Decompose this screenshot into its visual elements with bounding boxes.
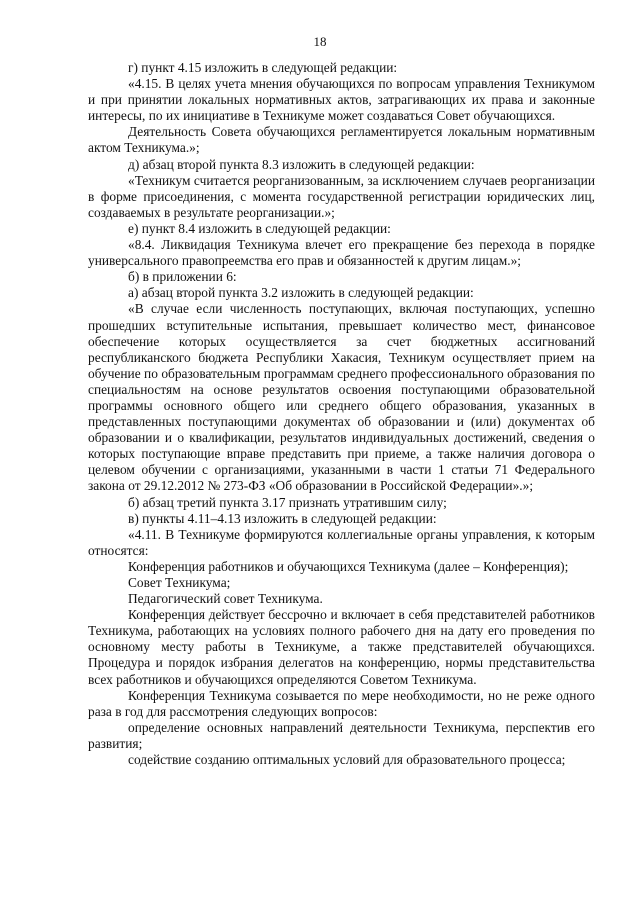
paragraph: а) абзац второй пункта 3.2 изложить в следующей редакции: (128, 285, 474, 301)
paragraph: в) пункты 4.11–4.13 изложить в следующей редакции: (128, 510, 437, 526)
paragraph: «Техникум считается реорганизованным, за исключением случаев реорганизации в форме присоединения, с момента государственной регистрации юридических лиц, создаваемых в результате реорганизации.»; (88, 172, 595, 220)
paragraph: Конференция работников и обучающихся Техникума (далее – Конференция); (128, 558, 569, 574)
paragraph: Совет Техникума; (128, 575, 231, 590)
paragraph: «8.4. Ликвидация Техникума влечет его прекращение без перехода в порядке универсального правопреемства его прав и обязанностей к другим лицам.»; (88, 237, 595, 269)
document-body (88, 60, 595, 768)
paragraph: «В случае если численность поступающих, включая поступающих, успешно прошедших вступительные испытания, превышает количество мест, финансовое обеспечение которых осуществляется за счет бюджетных ассигнований республиканского бюджета Республики Хакасия, Техникум осуществляет прием на обучение по образовательным программам среднего профессионального образования по специальностям на основе результатов освоения поступающими образовательной программы основного общего или среднего общего образования, указанных в представленных поступающими документах об образовании и (или) документах об образовании и о квалификации, результатов индивидуальных достижений, сведения о которых поступающие вправе представить при приеме, а также наличия договора о целевом обучении с организациями, указанными в части 1 статьи 71 Федерального закона от 29.12.2012 № 273-ФЗ «Об образовании в Российской Федерации».»; (88, 301, 595, 494)
paragraph: г) пункт 4.15 изложить в следующей редакции: (128, 60, 398, 75)
paragraph: Деятельность Совета обучающихся регламентируется локальным нормативным актом Техникума.»; (88, 124, 595, 156)
paragraph: б) в приложении 6: (128, 269, 237, 285)
paragraph: «4.15. В целях учета мнения обучающихся по вопросам управления Техникумом и при принятии локальных нормативных актов, затрагивающих их права и законные интересы, по их инициативе в Техникуме может создаваться Совет обучающихся. (88, 76, 595, 124)
paragraph: б) абзац третий пункта 3.17 признать утратившим силу; (128, 494, 447, 510)
paragraph: е) пункт 8.4 изложить в следующей редакции: (128, 220, 391, 236)
paragraph: Конференция действует бессрочно и включает в себя представителей работников Техникума, работающих на условиях полного рабочего дня на дату его проведения по основному месту работы в Техникуме, а также представителей обучающихся. Процедура и порядок избрания делегатов на конференцию, нормы представительства всех работников и обучающихся определяются Советом Техникума. (88, 607, 595, 687)
paragraph: «4.11. В Техникуме формируются коллегиальные органы управления, к которым относятся: (88, 526, 595, 558)
paragraph: Педагогический совет Техникума. (128, 591, 323, 607)
page-number: 18 (313, 34, 327, 49)
paragraph: д) абзац второй пункта 8.3 изложить в следующей редакции: (128, 156, 475, 172)
paragraph: Конференция Техникума созывается по мере необходимости, но не реже одного раза в год для рассмотрения следующих вопросов: (88, 687, 595, 719)
paragraph: определение основных направлений деятельности Техникума, перспектив его развития; (88, 719, 595, 751)
paragraph: содействие созданию оптимальных условий для образовательного процесса; (128, 752, 566, 768)
